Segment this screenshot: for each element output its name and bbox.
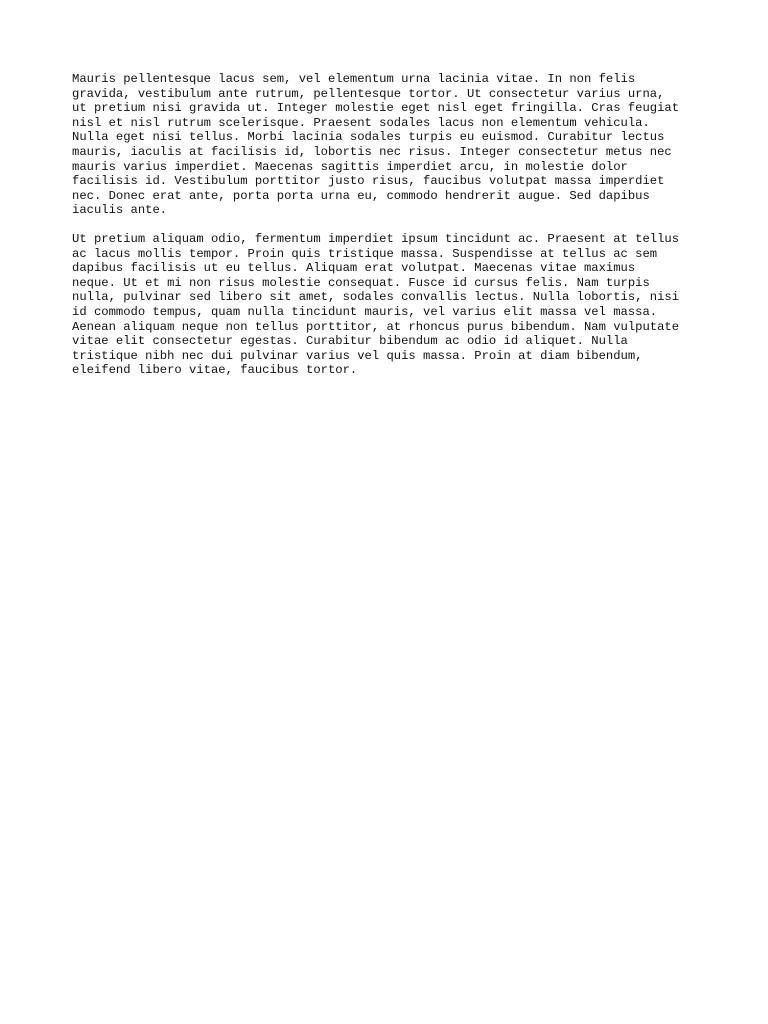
document-page [72,72,702,392]
body-paragraph-2: Ut pretium aliquam odio, fermentum imperdiet ipsum tincidunt ac. Praesent at tellus ac lacus mollis tempor. Proin quis tristique massa. Suspendisse at tellus ac sem dapibus facilisis ut eu tellus. Aliquam erat volutpat. Maecenas vitae maximus neque. Ut et mi non risus molestie consequat. Fusce id cursus felis. Nam turpis nulla, pulvinar sed libero sit amet, sodales convallis lectus. Nulla lobortis, nisi id commodo tempus, quam nulla tincidunt mauris, vel varius elit massa vel massa. Aenean aliquam neque non tellus porttitor, at rhoncus purus bibendum. Nam vulputate vitae elit consectetur egestas. Curabitur bibendum ac odio id aliquet. Nulla tristique nibh nec dui pulvinar varius vel quis massa. Proin at diam bibendum, eleifend libero vitae, faucibus tortor. [72,231,680,378]
body-paragraph-1: Mauris pellentesque lacus sem, vel elementum urna lacinia vitae. In non felis gravida, vestibulum ante rutrum, pellentesque tortor. Ut consectetur varius urna, ut pretium nisi gravida ut. Integer molestie eget nisl eget fringilla. Cras feugiat nisl et nisl rutrum scelerisque. Praesent sodales lacus non elementum vehicula. Nulla eget nisi tellus. Morbi lacinia sodales turpis eu euismod. Curabitur lectus mauris, iaculis at facilisis id, lobortis nec risus. Integer consectetur metus nec mauris varius imperdiet. Maecenas sagittis imperdiet arcu, in molestie dolor facilisis id. Vestibulum porttitor justo risus, faucibus volutpat massa imperdiet nec. Donec erat ante, porta porta urna eu, commodo hendrerit augue. Sed dapibus iaculis ante. [72,72,680,218]
